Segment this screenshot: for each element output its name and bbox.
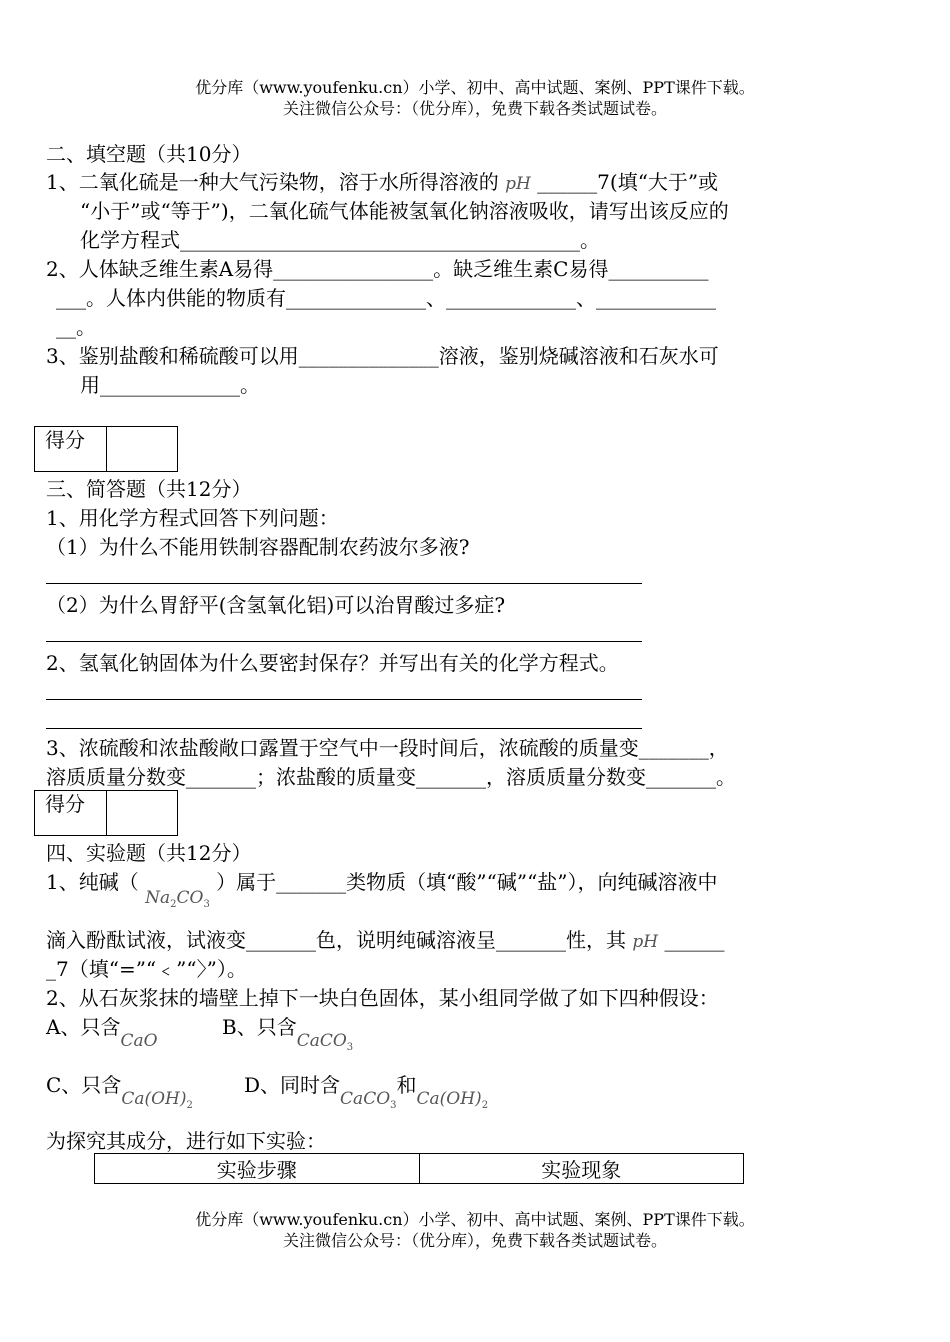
- table-header-observations: 实验现象: [419, 1154, 744, 1184]
- exp-q1-line-1: [46, 869, 718, 910]
- formula-caoh2: Ca(OH)2: [416, 1089, 489, 1111]
- fill-q2-line-3: __。: [56, 315, 96, 339]
- header-line-2: 关注微信公众号：（优分库），免费下载各类试题试卷。: [282, 99, 667, 118]
- hypothesis-c: [46, 1072, 193, 1111]
- fill-q3-line-1: 3、鉴别盐酸和稀硫酸可以用______________溶液，鉴别烧碱溶液和石灰水可: [46, 344, 719, 368]
- fill-q1-line-3: 化学方程式________________________________________。: [80, 228, 600, 252]
- fill-q1-text-a: 1、二氧化硫是一种大气污染物，溶于水所得溶液的: [46, 170, 499, 194]
- answer-line: [46, 728, 642, 729]
- exp-section-title: 四、实验题（共12分）: [46, 841, 252, 865]
- short-q3-line-1: 3、浓硫酸和浓盐酸敞口露置于空气中一段时间后，浓硫酸的质量变_______，: [46, 736, 729, 760]
- formula-caoh2: Ca(OH)2: [121, 1089, 193, 1111]
- hypothesis-b: [222, 1014, 354, 1053]
- header-line-1: 优分库（www.youfenku.cn）小学、初中、高中试题、案例、PPT课件下载。: [195, 78, 755, 97]
- and-word: 和: [396, 1073, 417, 1097]
- fill-q1-text-b: ______7(填“大于”或: [537, 170, 719, 194]
- exp-q1-text-2b: ______: [664, 928, 725, 952]
- fill-q2-line-1: 2、人体缺乏维生素A易得________________。缺乏维生素C易得__________: [46, 257, 709, 281]
- short-section-title: 三、简答题（共12分）: [46, 477, 252, 501]
- short-q2: 2、氢氧化钠固体为什么要密封保存？并写出有关的化学方程式。: [46, 651, 619, 675]
- short-q1b: （2）为什么胃舒平(含氢氧化铝)可以治胃酸过多症?: [46, 593, 506, 617]
- score-label: 得分: [35, 791, 107, 835]
- table-header-row: [95, 1154, 744, 1184]
- hypothesis-c-label: C、只含: [46, 1073, 122, 1097]
- score-label: 得分: [35, 427, 107, 471]
- exp-q1-text-a: 1、纯碱（: [46, 870, 139, 894]
- ph-symbol: pH: [505, 174, 531, 194]
- exp-q1-line-2: [46, 927, 724, 955]
- fill-q1-line-2: “小于”或“等于”)，二氧化硫气体能被氢氧化钠溶液吸收，请写出该反应的: [80, 199, 729, 223]
- ph-symbol: pH: [632, 932, 659, 952]
- table-header-steps: 实验步骤: [95, 1154, 420, 1184]
- hypothesis-a: [46, 1014, 158, 1051]
- formula-caco3: CaCO3: [296, 1031, 354, 1053]
- hypothesis-a-label: A、只含: [46, 1015, 121, 1039]
- answer-line: [46, 641, 642, 642]
- score-box: [34, 426, 178, 472]
- fill-q1-line-1: [46, 169, 718, 197]
- experiment-table: [94, 1153, 744, 1184]
- fill-q3-line-2: 用______________。: [80, 373, 260, 397]
- short-q3-line-2: 溶质质量分数变_______；浓盐酸的质量变_______，溶质质量分数变_______。: [46, 765, 736, 789]
- exp-intro: 为探究其成分，进行如下实验：: [46, 1129, 326, 1153]
- exp-q2-line-1: 2、从石灰浆抹的墙壁上掉下一块白色固体，某小组同学做了如下四种假设：: [46, 986, 719, 1010]
- answer-line: [46, 699, 642, 700]
- fill-q2-line-2: ___。人体内供能的物质有______________、_____________、____________: [56, 286, 716, 310]
- exp-q1-text-b: ）属于_______类物质（填“酸”“碱”“盐”），向纯碱溶液中: [216, 870, 718, 894]
- fill-section-title: 二、填空题（共10分）: [46, 142, 252, 166]
- formula-cao: CaO: [120, 1031, 158, 1051]
- hypothesis-d-label: D、同时含: [244, 1073, 341, 1097]
- footer-line-2: 关注微信公众号：（优分库），免费下载各类试题试卷。: [282, 1231, 667, 1250]
- short-q1: 1、用化学方程式回答下列问题：: [46, 506, 339, 530]
- formula-caco3: CaCO3: [340, 1089, 397, 1111]
- hypothesis-d: [244, 1072, 489, 1111]
- score-box: [34, 790, 178, 836]
- footer-line-1: 优分库（www.youfenku.cn）小学、初中、高中试题、案例、PPT课件下载。: [195, 1210, 755, 1229]
- exp-q1-line-3: _7（填“=”“﹤”“〉”）。: [46, 957, 247, 981]
- hypothesis-b-label: B、只含: [222, 1015, 297, 1039]
- exp-q1-text-2a: 滴入酚酞试液，试液变_______色，说明纯碱溶液呈_______性，其: [46, 928, 626, 952]
- short-q1a: （1）为什么不能用铁制容器配制农药波尔多液?: [46, 535, 470, 559]
- answer-line: [46, 583, 642, 584]
- formula-na2co3: Na2CO3: [145, 888, 210, 910]
